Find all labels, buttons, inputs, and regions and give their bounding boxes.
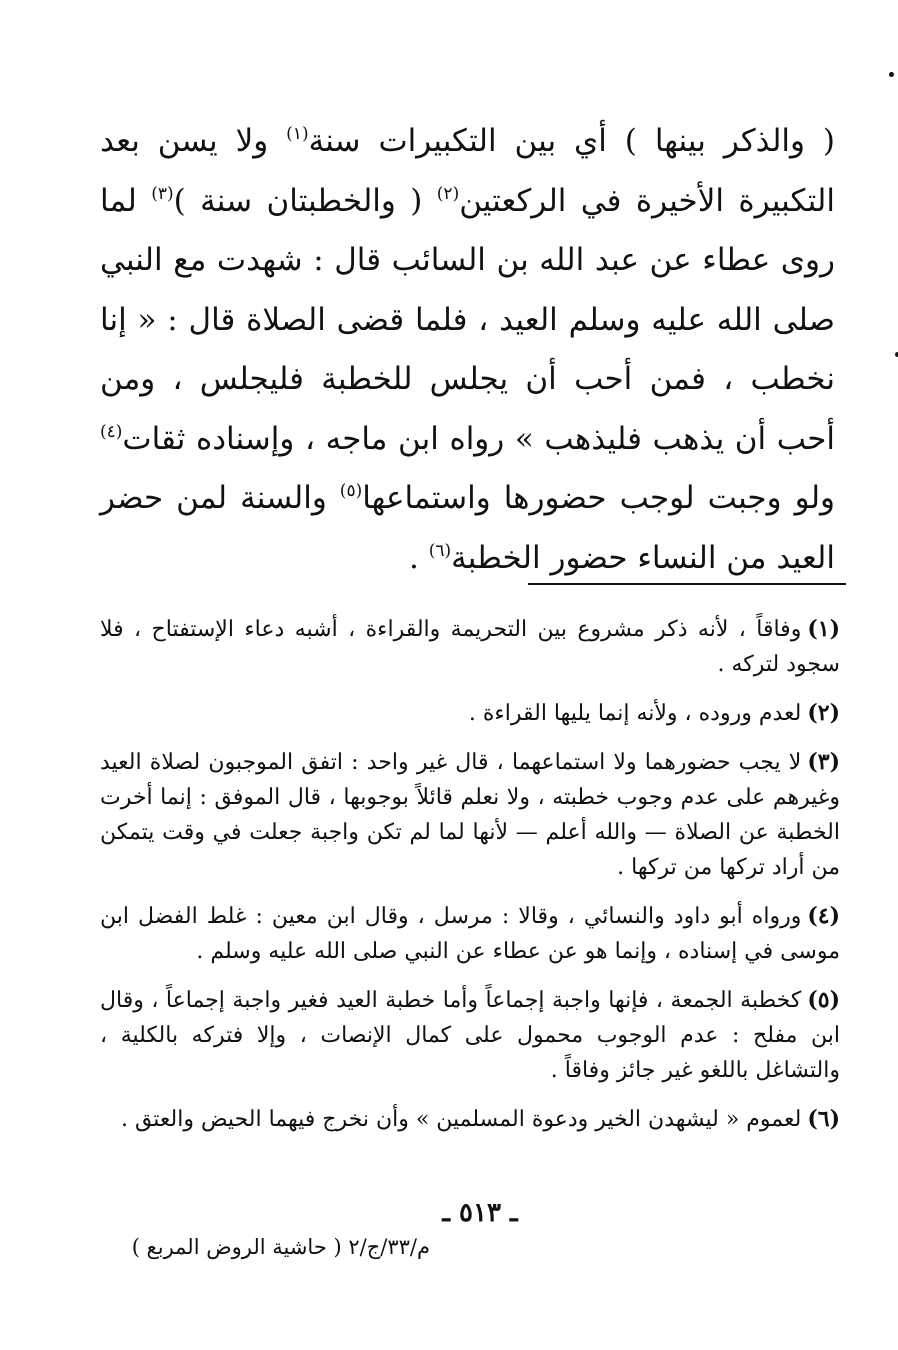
footnote-ref-6: (٦) [428, 540, 452, 561]
footnote-number: (٦) [807, 1106, 840, 1132]
footnote-1 [100, 612, 840, 682]
footnote-divider [528, 583, 846, 585]
footnote-ref-2: (٢) [436, 183, 460, 204]
footnote-ref-5: (٥) [339, 481, 363, 501]
footnotes [100, 612, 840, 1151]
footnote-text: كخطبة الجمعة ، فإنها واجبة إجماعاً وأما خطبة العيد فغير واجبة إجماعاً ، وقال ابن مفلح : عدم الوجوب محمول على كمال الإنصات ، وإلا فتركه بالكلية ، والتشاغل باللغو غير جائز وفاقاً . [100, 988, 840, 1083]
footnote-number: (١) [807, 616, 840, 642]
main-text-segment-3: ( والخطبتان سنة ) [173, 182, 437, 219]
footnote-4 [100, 899, 840, 969]
footnote-3 [100, 745, 840, 885]
margin-dot-top [889, 72, 894, 77]
printer-signature: م/٣٣/ج/٢ ( حاشية الروض المربع ) [131, 1235, 430, 1259]
main-text-segment-1: ( والذكر بينها ) أي بين التكبيرات سنة [308, 123, 835, 159]
footnote-5 [100, 983, 840, 1088]
footnote-ref-4: (٤) [100, 421, 123, 442]
footnote-number: (٣) [807, 749, 840, 775]
footnote-text: وفاقاً ، لأنه ذكر مشروع بين التحريمة والقراءة ، أشبه دعاء الإستفتاح ، فلا سجود لتركه . [100, 617, 840, 677]
main-text-segment-5: ولو وجبت لوجب حضورها واستماعها [362, 480, 835, 516]
footnote-text: لعموم « ليشهدن الخير ودعوة المسلمين » وأن نخرج فيهما الحيض والعتق . [120, 1107, 802, 1132]
footnote-text: لعدم وروده ، ولأنه إنما يليها القراءة . [468, 701, 802, 726]
page-number: ـ ٥١٣ ـ [442, 1198, 518, 1228]
footnote-2 [100, 696, 840, 731]
main-paragraph [100, 112, 835, 588]
main-text-segment-4: لما روى عطاء عن عبد الله بن السائب قال : شهدت مع النبي صلى الله عليه وسلم العيد ، فلما قضى الصلاة قال : « إنا نخطب ، فمن أحب أن يجلس للخطبة فليجلس ، ومن أحب أن يذهب فليذهب » رواه ابن ماجه ، وإسناده ثقات [100, 182, 835, 457]
footnote-ref-3: (٣) [151, 183, 174, 204]
footnote-6 [100, 1102, 840, 1137]
footnote-text: لا يجب حضورهما ولا استماعهما ، قال غير واحد : اتفق الموجبون لصلاة العيد وغيرهم على عدم وجوب خطبته ، ولا نعلم قائلاً بوجوبها ، قال الموفق : إنما أخرت الخطبة عن الصلاة — والله أعلم — لأنها لما لم تكن واجبة جعلت في وقت يتمكن من أراد تركها من تركها . [100, 750, 840, 880]
footnote-number: (٥) [807, 987, 841, 1013]
main-text-segment-7: . [409, 539, 429, 576]
main-text [100, 112, 835, 588]
main-text-segment-6: والسنة لمن حضر العيد من النساء حضور الخطبة [100, 480, 835, 576]
footnote-ref-1: (١) [286, 124, 309, 144]
footnote-text: ورواه أبو داود والنسائي ، وقالا : مرسل ، وقال ابن معين : غلط الفضل ابن موسى في إسناده ، وإنما هو عن عطاء عن النبي صلى الله عليه وسلم . [100, 904, 840, 964]
footnote-number: (٢) [807, 700, 840, 726]
main-text-segment-2: ولا يسن بعد التكبيرة الأخيرة في الركعتين [100, 123, 835, 219]
footnote-number: (٤) [807, 903, 840, 929]
